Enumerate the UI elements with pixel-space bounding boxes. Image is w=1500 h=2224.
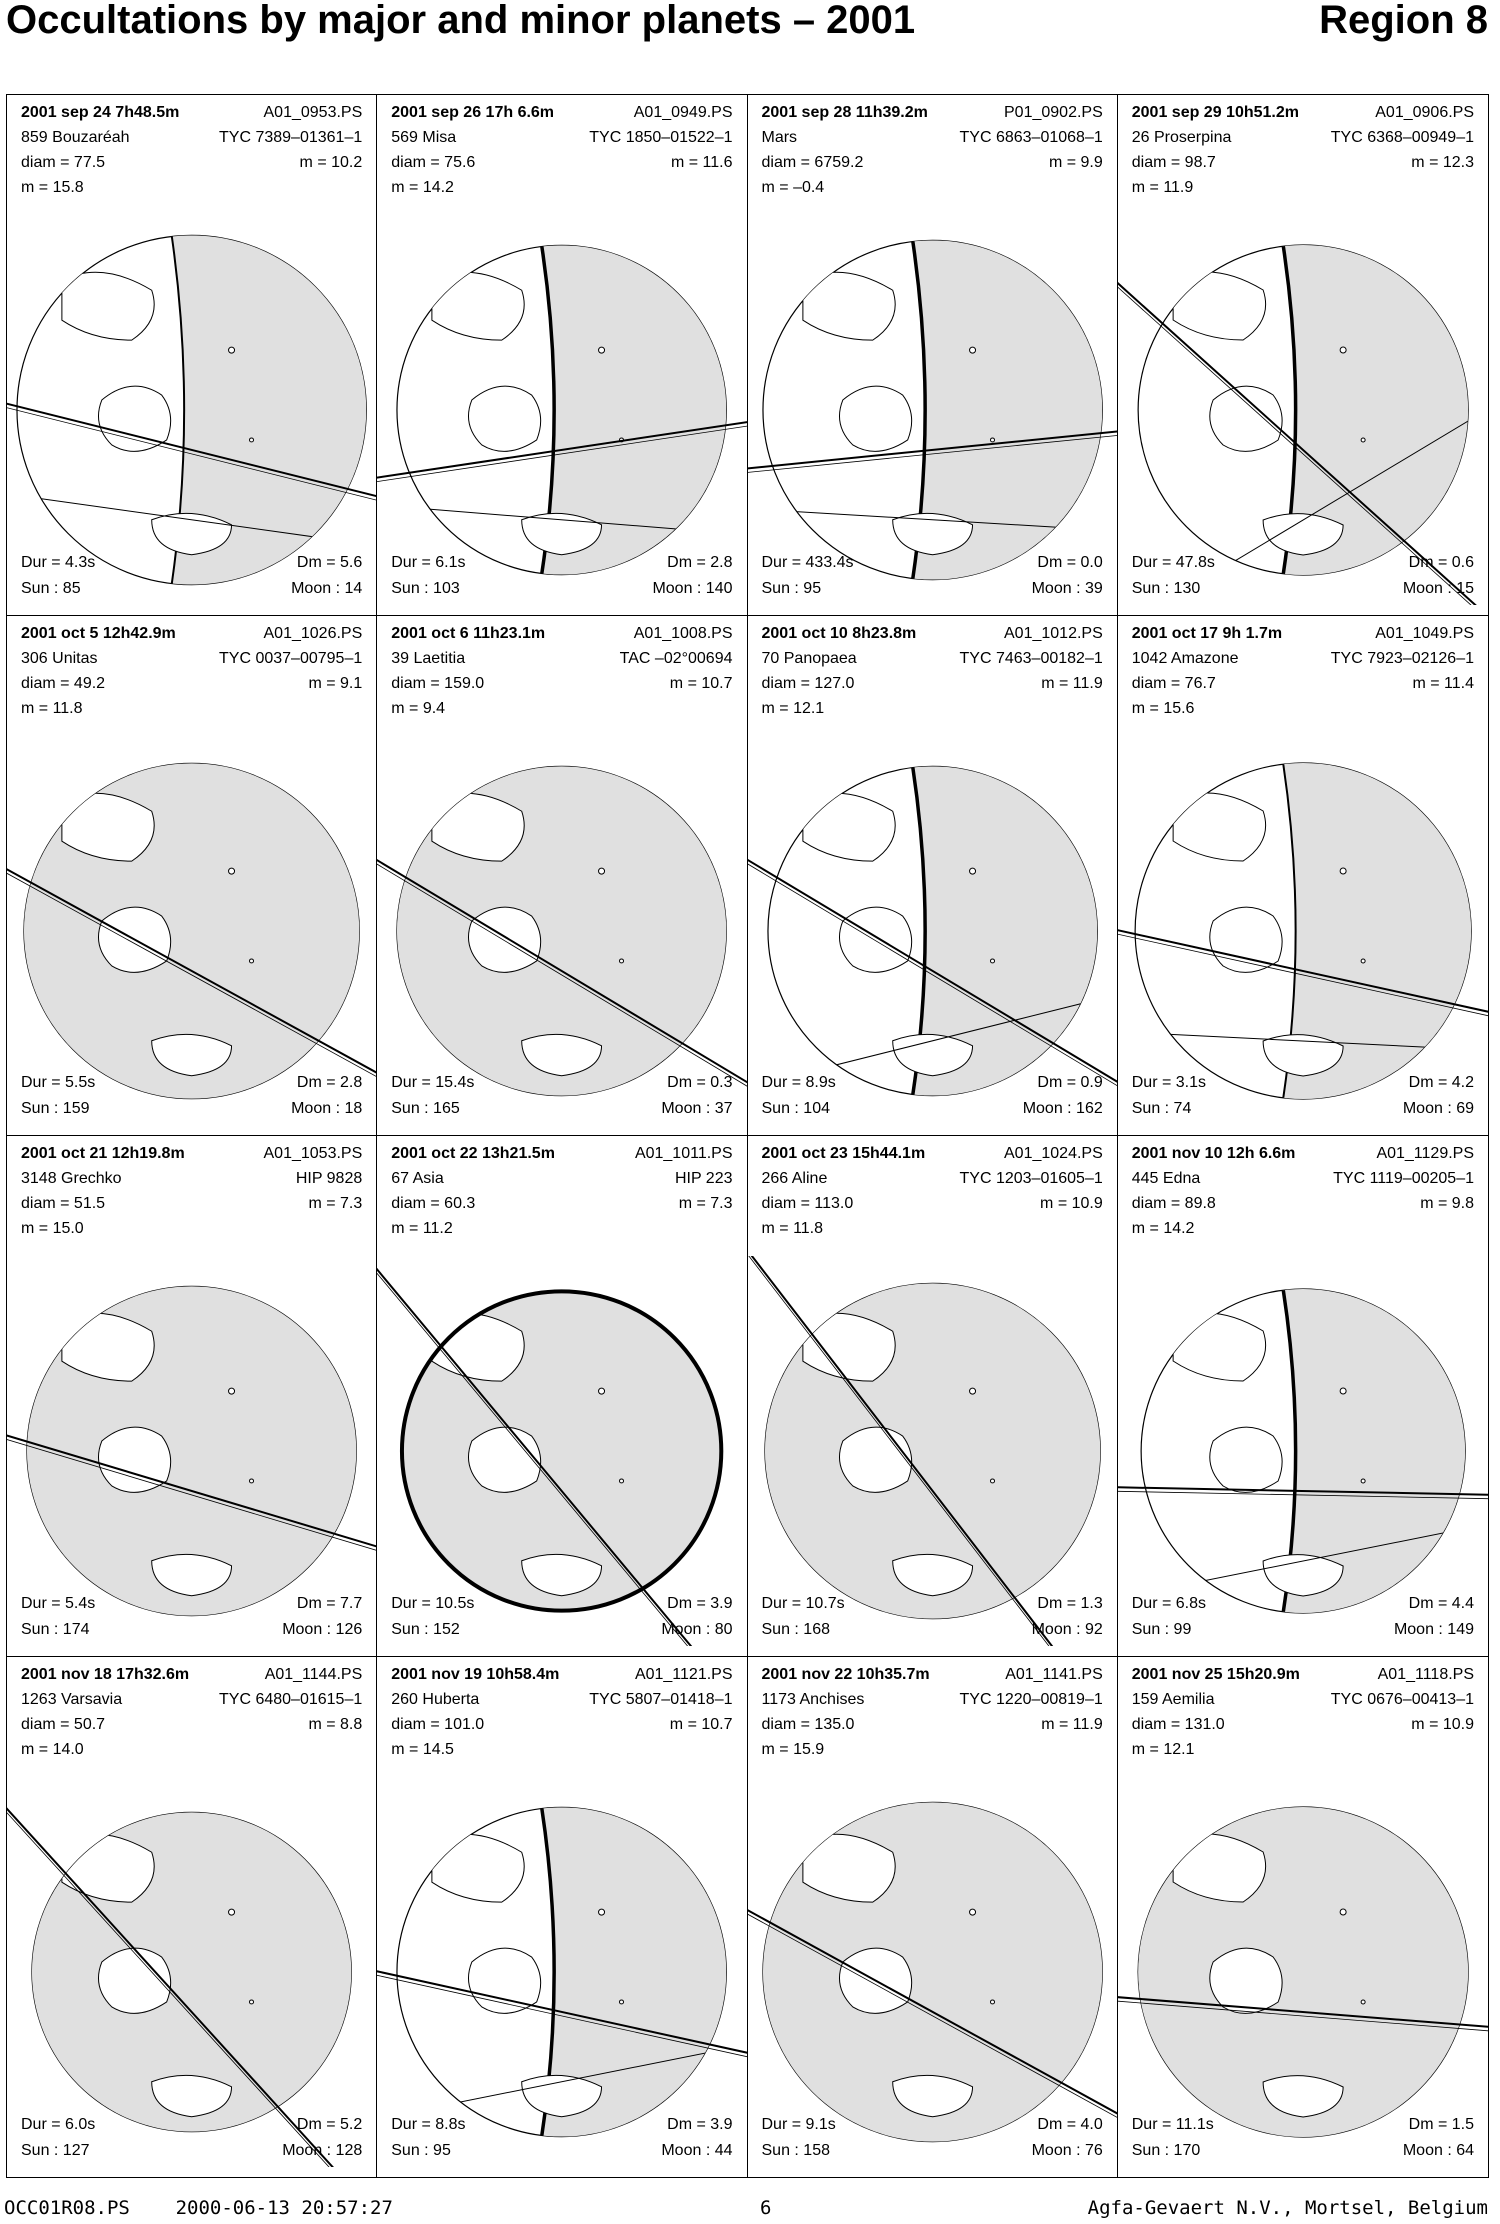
panel-date: 2001 oct 6 11h23.1m — [391, 624, 546, 642]
panel-sun: Sun : 103 — [391, 579, 460, 597]
panel-object: 266 Aline — [761, 1170, 828, 1187]
panel-sun: Sun : 168 — [761, 1620, 830, 1638]
panel-diam: diam = 77.5 — [21, 154, 106, 171]
globe-map-icon — [1118, 215, 1488, 605]
footer-file-timestamp: OCC01R08.PS 2000-06-13 20:57:27 — [4, 2197, 393, 2219]
panel-star: TYC 0676–00413–1 — [1330, 1690, 1474, 1708]
occultation-panel — [1118, 1136, 1488, 1657]
page-footer — [0, 2196, 1500, 2220]
panel-star: TYC 6480–01615–1 — [219, 1690, 363, 1708]
panel-dm: Dm = 0.6 — [1408, 553, 1474, 571]
globe-map-icon — [377, 215, 746, 605]
globe-map-icon — [748, 215, 1117, 605]
panel-moon: Moon : 80 — [661, 1620, 733, 1638]
panel-diam: diam = 60.3 — [391, 1195, 476, 1212]
panel-sun: Sun : 104 — [761, 1100, 830, 1117]
panel-object: 159 Aemilia — [1131, 1690, 1215, 1708]
panel-moon: Moon : 149 — [1393, 1620, 1474, 1638]
panel-mobj: m = 15.9 — [761, 1740, 825, 1758]
panel-star: TYC 1119–00205–1 — [1333, 1170, 1474, 1187]
panel-star: HIP 9828 — [295, 1170, 363, 1187]
panel-mobj: m = 9.4 — [391, 699, 446, 717]
panel-mobj: m = –0.4 — [761, 179, 825, 196]
panel-object: 1263 Varsavia — [21, 1690, 123, 1708]
panel-object: 3148 Grechko — [21, 1170, 122, 1187]
panel-moon: Moon : 39 — [1031, 579, 1103, 597]
panel-mstar: m = 7.3 — [308, 1195, 363, 1212]
panel-star: TYC 7923–02126–1 — [1330, 649, 1474, 667]
panel-date: 2001 nov 10 12h 6.6m — [1131, 1145, 1296, 1162]
panel-dur: Dur = 15.4s — [391, 1074, 475, 1091]
panel-mobj: m = 12.1 — [761, 699, 825, 717]
occultation-panel — [748, 1657, 1118, 2178]
panel-object: 1042 Amazone — [1131, 649, 1239, 667]
panel-date: 2001 nov 22 10h35.7m — [761, 1665, 930, 1683]
region-label: Region 8 — [1319, 0, 1488, 42]
panel-star: HIP 223 — [674, 1170, 733, 1187]
panel-file: A01_1144.PS — [264, 1665, 363, 1683]
panel-star: TYC 0037–00795–1 — [219, 649, 363, 667]
panel-diam: diam = 101.0 — [391, 1715, 485, 1733]
panel-diam: diam = 127.0 — [761, 674, 855, 692]
panel-date: 2001 sep 26 17h 6.6m — [391, 104, 555, 121]
panel-object: 26 Proserpina — [1131, 129, 1232, 146]
panel-dm: Dm = 1.5 — [1408, 2116, 1474, 2133]
panel-file: A01_0949.PS — [633, 104, 733, 121]
panel-dur: Dur = 4.3s — [21, 553, 96, 571]
panel-object: 569 Misa — [391, 129, 457, 146]
panel-sun: Sun : 170 — [1131, 2142, 1201, 2159]
panel-diam: diam = 113.0 — [761, 1195, 854, 1212]
panel-star: TAC –02°00694 — [619, 649, 733, 667]
panel-mstar: m = 9.1 — [308, 674, 363, 692]
panel-moon: Moon : 140 — [652, 579, 733, 597]
panel-file: A01_1026.PS — [263, 624, 363, 642]
panel-diam: diam = 135.0 — [761, 1715, 855, 1733]
panel-sun: Sun : 152 — [391, 1620, 460, 1638]
panel-mobj: m = 14.0 — [21, 1740, 84, 1758]
panel-dur: Dur = 9.1s — [761, 2116, 836, 2133]
panel-diam: diam = 49.2 — [21, 674, 106, 692]
panel-sun: Sun : 74 — [1131, 1100, 1192, 1117]
panel-moon: Moon : 44 — [661, 2142, 733, 2159]
panel-grid — [6, 94, 1489, 2178]
panel-date: 2001 oct 21 12h19.8m — [21, 1145, 185, 1162]
panel-dur: Dur = 11.1s — [1131, 2116, 1214, 2133]
panel-dm: Dm = 3.9 — [667, 1594, 733, 1612]
panel-dur: Dur = 10.5s — [391, 1594, 475, 1612]
panel-file: A01_0906.PS — [1375, 104, 1474, 121]
panel-dur: Dur = 8.9s — [761, 1074, 836, 1091]
occultation-panel — [748, 1136, 1118, 1657]
panel-file: A01_1129.PS — [1376, 1145, 1474, 1162]
panel-moon: Moon : 128 — [282, 2142, 363, 2159]
panel-file: A01_1012.PS — [1004, 624, 1103, 642]
panel-dm: Dm = 0.0 — [1037, 553, 1103, 571]
panel-date: 2001 oct 10 8h23.8m — [761, 624, 917, 642]
globe-map-icon — [7, 1256, 376, 1646]
panel-mstar: m = 9.9 — [1048, 154, 1103, 171]
occultation-panel — [1118, 1657, 1488, 2178]
panel-dm: Dm = 4.0 — [1037, 2116, 1103, 2133]
panel-diam: diam = 159.0 — [391, 674, 485, 692]
panel-dur: Dur = 6.8s — [1131, 1594, 1207, 1612]
occultation-panel — [748, 616, 1118, 1137]
panel-star: TYC 7389–01361–1 — [219, 129, 363, 146]
panel-mstar: m = 10.9 — [1040, 1195, 1103, 1212]
panel-star: TYC 7463–00182–1 — [959, 649, 1103, 667]
panel-object: 1173 Anchises — [761, 1690, 865, 1708]
panel-sun: Sun : 127 — [21, 2142, 90, 2159]
panel-object: 260 Huberta — [391, 1690, 480, 1708]
panel-mstar: m = 10.7 — [669, 1715, 733, 1733]
panel-file: A01_1141.PS — [1005, 1665, 1103, 1683]
panel-object: 39 Laetitia — [391, 649, 466, 667]
globe-map-icon — [1118, 1777, 1488, 2167]
panel-date: 2001 oct 5 12h42.9m — [21, 624, 176, 642]
panel-mstar: m = 9.8 — [1420, 1195, 1474, 1212]
panel-dm: Dm = 0.9 — [1037, 1074, 1103, 1091]
panel-mstar: m = 12.3 — [1411, 154, 1474, 171]
globe-map-icon — [7, 1777, 376, 2167]
panel-star: TYC 1850–01522–1 — [589, 129, 733, 146]
panel-dm: Dm = 1.3 — [1037, 1594, 1103, 1612]
panel-mstar: m = 10.7 — [669, 674, 733, 692]
panel-moon: Moon : 92 — [1031, 1620, 1103, 1638]
panel-mstar: m = 11.9 — [1041, 1715, 1103, 1733]
panel-date: 2001 oct 22 13h21.5m — [391, 1145, 555, 1162]
panel-dur: Dur = 3.1s — [1131, 1074, 1207, 1091]
panel-date: 2001 nov 19 10h58.4m — [391, 1665, 560, 1683]
panel-star: TYC 6863–01068–1 — [959, 129, 1103, 146]
panel-file: A01_1024.PS — [1004, 1145, 1103, 1162]
panel-moon: Moon : 162 — [1022, 1100, 1103, 1117]
panel-moon: Moon : 126 — [282, 1620, 363, 1638]
panel-object: 67 Asia — [391, 1170, 444, 1187]
panel-star: TYC 1220–00819–1 — [959, 1690, 1103, 1708]
panel-moon: Moon : 76 — [1031, 2142, 1103, 2159]
panel-mstar: m = 8.8 — [308, 1715, 363, 1733]
panel-object: 859 Bouzaréah — [21, 129, 130, 146]
panel-mstar: m = 10.2 — [299, 154, 363, 171]
occultation-panel — [1118, 95, 1488, 616]
panel-diam: diam = 51.5 — [21, 1195, 106, 1212]
panel-file: A01_0953.PS — [263, 104, 363, 121]
panel-object: 70 Panopaea — [761, 649, 857, 667]
footer-page-number: 6 — [760, 2197, 772, 2219]
panel-mstar: m = 11.6 — [670, 154, 733, 171]
panel-star: TYC 6368–00949–1 — [1330, 129, 1474, 146]
panel-moon: Moon : 64 — [1402, 2142, 1474, 2159]
occultation-panel — [377, 1136, 747, 1657]
panel-dur: Dur = 433.4s — [761, 553, 854, 571]
panel-mobj: m = 14.5 — [391, 1740, 454, 1758]
panel-mobj: m = 15.8 — [21, 179, 84, 196]
footer-organization: Agfa-Gevaert N.V., Mortsel, Belgium — [1087, 2197, 1488, 2219]
panel-mobj: m = 15.6 — [1131, 699, 1195, 717]
page-title: Occultations by major and minor planets – 2001 — [6, 0, 916, 42]
panel-sun: Sun : 174 — [21, 1620, 90, 1638]
panel-mobj: m = 11.8 — [761, 1220, 824, 1237]
panel-diam: diam = 89.8 — [1131, 1195, 1216, 1212]
globe-map-icon — [1118, 1256, 1488, 1646]
panel-diam: diam = 98.7 — [1131, 154, 1216, 171]
panel-mstar: m = 11.9 — [1041, 674, 1103, 692]
panel-dm: Dm = 0.3 — [667, 1074, 733, 1091]
panel-file: A01_1011.PS — [634, 1145, 733, 1162]
panel-mobj: m = 11.9 — [1131, 179, 1194, 196]
panel-mobj: m = 11.2 — [391, 1220, 453, 1237]
panel-file: A01_1118.PS — [1377, 1665, 1474, 1683]
occultation-panel — [1118, 616, 1488, 1137]
panel-file: A01_1121.PS — [634, 1665, 733, 1683]
occultation-panel — [748, 95, 1118, 616]
panel-dur: Dur = 10.7s — [761, 1594, 845, 1612]
occultation-panel — [7, 95, 377, 616]
occultation-panel — [7, 616, 377, 1137]
panel-sun: Sun : 99 — [1131, 1620, 1192, 1638]
occultation-panel — [377, 1657, 747, 2178]
panel-diam: diam = 6759.2 — [761, 154, 864, 171]
panel-dm: Dm = 4.4 — [1408, 1594, 1474, 1612]
globe-map-icon — [377, 736, 746, 1126]
panel-sun: Sun : 95 — [761, 579, 822, 597]
globe-map-icon — [1118, 736, 1488, 1126]
panel-moon: Moon : 18 — [291, 1100, 363, 1117]
panel-date: 2001 nov 18 17h32.6m — [21, 1665, 190, 1683]
occultation-panel — [7, 1136, 377, 1657]
panel-moon: Moon : 14 — [291, 579, 363, 597]
panel-dur: Dur = 5.4s — [21, 1594, 96, 1612]
panel-dur: Dur = 47.8s — [1131, 553, 1215, 571]
panel-date: 2001 nov 25 15h20.9m — [1131, 1665, 1300, 1683]
panel-dm: Dm = 2.8 — [667, 553, 733, 571]
panel-moon: Moon : 69 — [1402, 1100, 1474, 1117]
panel-sun: Sun : 159 — [21, 1100, 90, 1117]
panel-diam: diam = 75.6 — [391, 154, 476, 171]
panel-star: TYC 1203–01605–1 — [959, 1170, 1103, 1187]
panel-diam: diam = 131.0 — [1131, 1715, 1225, 1733]
panel-date: 2001 sep 28 11h39.2m — [761, 104, 928, 121]
panel-dur: Dur = 6.0s — [21, 2116, 96, 2133]
panel-sun: Sun : 130 — [1131, 579, 1201, 597]
panel-mstar: m = 11.4 — [1412, 674, 1474, 692]
panel-dm: Dm = 2.8 — [296, 1074, 363, 1091]
panel-dm: Dm = 5.6 — [296, 553, 363, 571]
panel-sun: Sun : 85 — [21, 579, 81, 597]
panel-file: A01_1053.PS — [263, 1145, 363, 1162]
globe-map-icon — [748, 1256, 1117, 1646]
globe-map-icon — [7, 215, 376, 605]
panel-diam: diam = 76.7 — [1131, 674, 1216, 692]
globe-map-icon — [748, 736, 1117, 1126]
panel-dm: Dm = 7.7 — [296, 1594, 363, 1612]
occultation-panel — [377, 95, 747, 616]
panel-sun: Sun : 165 — [391, 1100, 460, 1117]
panel-date: 2001 oct 23 15h44.1m — [761, 1145, 926, 1162]
panel-mstar: m = 7.3 — [678, 1195, 733, 1212]
panel-date: 2001 sep 24 7h48.5m — [21, 104, 180, 121]
panel-star: TYC 5807–01418–1 — [589, 1690, 733, 1708]
panel-diam: diam = 50.7 — [21, 1715, 106, 1733]
panel-object: 445 Edna — [1131, 1170, 1201, 1187]
panel-date: 2001 oct 17 9h 1.7m — [1131, 624, 1283, 642]
panel-object: 306 Unitas — [21, 649, 98, 667]
panel-dur: Dur = 8.8s — [391, 2116, 466, 2133]
globe-map-icon — [748, 1777, 1117, 2167]
panel-file: A01_1008.PS — [633, 624, 733, 642]
globe-map-icon — [7, 736, 376, 1126]
panel-mobj: m = 12.1 — [1131, 1740, 1195, 1758]
panel-mobj: m = 15.0 — [21, 1220, 84, 1237]
panel-dm: Dm = 5.2 — [296, 2116, 363, 2133]
panel-mstar: m = 10.9 — [1411, 1715, 1474, 1733]
globe-map-icon — [377, 1777, 746, 2167]
occultation-panel — [7, 1657, 377, 2178]
panel-mobj: m = 14.2 — [1131, 1220, 1195, 1237]
panel-file: A01_1049.PS — [1375, 624, 1474, 642]
panel-dm: Dm = 4.2 — [1408, 1074, 1474, 1091]
panel-sun: Sun : 158 — [761, 2142, 830, 2159]
panel-moon: Moon : 37 — [661, 1100, 733, 1117]
panel-dur: Dur = 6.1s — [391, 553, 466, 571]
panel-file: P01_0902.PS — [1004, 104, 1103, 121]
panel-object: Mars — [761, 129, 798, 146]
panel-mobj: m = 14.2 — [391, 179, 454, 196]
globe-map-icon — [377, 1256, 746, 1646]
panel-dm: Dm = 3.9 — [667, 2116, 733, 2133]
panel-dur: Dur = 5.5s — [21, 1074, 96, 1091]
occultation-panel — [377, 616, 747, 1137]
panel-sun: Sun : 95 — [391, 2142, 451, 2159]
panel-date: 2001 sep 29 10h51.2m — [1131, 104, 1299, 121]
panel-moon: Moon : 15 — [1402, 579, 1474, 597]
panel-mobj: m = 11.8 — [21, 699, 83, 717]
